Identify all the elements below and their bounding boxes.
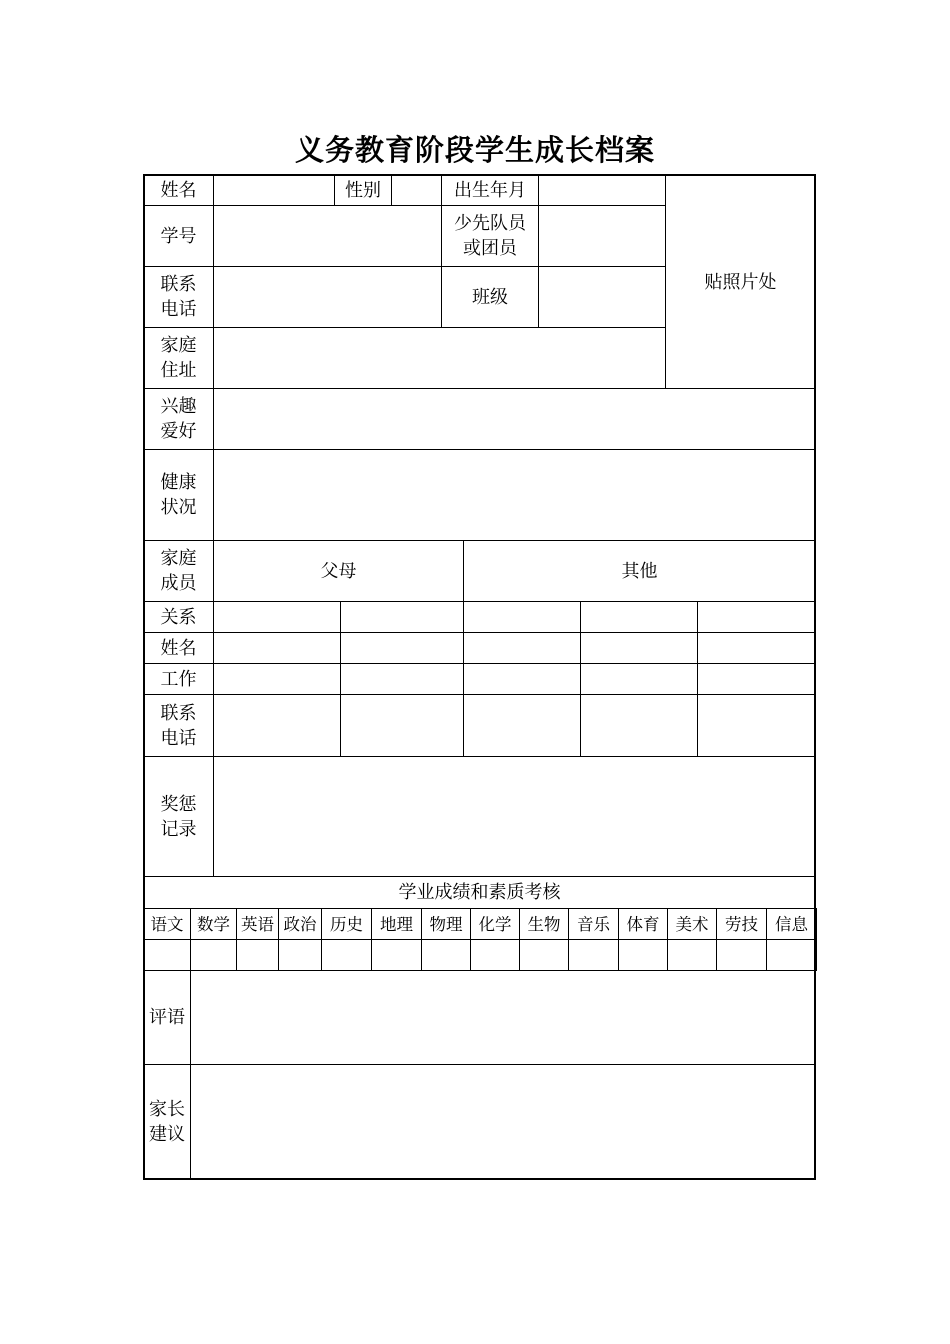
hobby-field[interactable]: [213, 388, 816, 450]
label-work: 工作: [143, 663, 214, 695]
label-parents: 父母: [213, 540, 464, 602]
label-birth: 出生年月: [441, 174, 539, 206]
label-comment: 评语: [143, 970, 191, 1065]
label-parent-advice: 家长 建议: [143, 1064, 191, 1180]
parent-advice-field[interactable]: [190, 1064, 816, 1180]
subject-label: 地理: [371, 908, 422, 940]
subject-label: 政治: [278, 908, 322, 940]
subject-score-cell[interactable]: [421, 939, 471, 971]
class-field[interactable]: [538, 266, 666, 328]
page-title: 义务教育阶段学生成长档案: [294, 133, 655, 167]
address-field[interactable]: [213, 327, 666, 389]
subject-score-cell[interactable]: [618, 939, 668, 971]
family-cell[interactable]: [580, 663, 698, 695]
family-cell[interactable]: [697, 694, 816, 757]
family-cell[interactable]: [340, 694, 464, 757]
subject-label: 劳技: [716, 908, 767, 940]
family-cell[interactable]: [697, 663, 816, 695]
photo-label: 贴照片处: [704, 272, 777, 293]
family-cell[interactable]: [213, 694, 341, 757]
photo-box[interactable]: [665, 174, 816, 389]
subject-label: 生物: [519, 908, 569, 940]
family-cell[interactable]: [463, 632, 581, 664]
label-pioneer: 少先队员 或团员: [441, 205, 539, 267]
subject-score-cell[interactable]: [143, 939, 191, 971]
subject-score-cell[interactable]: [190, 939, 237, 971]
pioneer-field[interactable]: [538, 205, 666, 267]
subject-label: 音乐: [568, 908, 619, 940]
subject-label: 数学: [190, 908, 237, 940]
subject-label: 物理: [421, 908, 471, 940]
family-cell[interactable]: [213, 601, 341, 633]
label-name: 姓名: [143, 174, 214, 206]
comment-field[interactable]: [190, 970, 816, 1065]
label-phone: 联系 电话: [143, 266, 214, 328]
family-cell[interactable]: [463, 694, 581, 757]
label-member-phone: 联系 电话: [143, 694, 214, 757]
subject-label: 体育: [618, 908, 668, 940]
subject-score-cell[interactable]: [568, 939, 619, 971]
subject-score-cell[interactable]: [766, 939, 817, 971]
label-family: 家庭 成员: [143, 540, 214, 602]
family-cell[interactable]: [213, 632, 341, 664]
family-cell[interactable]: [340, 601, 464, 633]
gender-field[interactable]: [391, 174, 442, 206]
subject-score-cell[interactable]: [236, 939, 279, 971]
family-cell[interactable]: [580, 694, 698, 757]
label-student-no: 学号: [143, 205, 214, 267]
birth-field[interactable]: [538, 174, 666, 206]
subject-label: 英语: [236, 908, 279, 940]
student-no-field[interactable]: [213, 205, 442, 267]
subject-label: 信息: [766, 908, 817, 940]
family-cell[interactable]: [213, 663, 341, 695]
label-others: 其他: [463, 540, 816, 602]
family-cell[interactable]: [697, 632, 816, 664]
subject-score-cell[interactable]: [667, 939, 717, 971]
rewards-field[interactable]: [213, 756, 816, 877]
label-health: 健康 状况: [143, 449, 214, 541]
family-cell[interactable]: [340, 663, 464, 695]
family-cell[interactable]: [580, 601, 698, 633]
name-field[interactable]: [213, 174, 335, 206]
subject-score-cell[interactable]: [716, 939, 767, 971]
family-cell[interactable]: [580, 632, 698, 664]
subject-score-cell[interactable]: [519, 939, 569, 971]
subject-score-cell[interactable]: [470, 939, 520, 971]
label-gender: 性别: [334, 174, 392, 206]
subject-score-cell[interactable]: [321, 939, 372, 971]
subject-label: 化学: [470, 908, 520, 940]
label-address: 家庭 住址: [143, 327, 214, 389]
family-cell[interactable]: [463, 663, 581, 695]
archive-form: [143, 174, 816, 1180]
family-cell[interactable]: [463, 601, 581, 633]
label-class: 班级: [441, 266, 539, 328]
subject-label: 美术: [667, 908, 717, 940]
subject-score-cell[interactable]: [371, 939, 422, 971]
subject-label: 历史: [321, 908, 372, 940]
subject-label: 语文: [143, 908, 191, 940]
family-cell[interactable]: [340, 632, 464, 664]
label-relation: 关系: [143, 601, 214, 633]
label-rewards: 奖惩 记录: [143, 756, 214, 877]
family-cell[interactable]: [697, 601, 816, 633]
subject-score-cell[interactable]: [278, 939, 322, 971]
label-academic: 学业成绩和素质考核: [143, 876, 816, 909]
label-hobby: 兴趣 爱好: [143, 388, 214, 450]
health-field[interactable]: [213, 449, 816, 541]
label-member-name: 姓名: [143, 632, 214, 664]
phone-field[interactable]: [213, 266, 442, 328]
